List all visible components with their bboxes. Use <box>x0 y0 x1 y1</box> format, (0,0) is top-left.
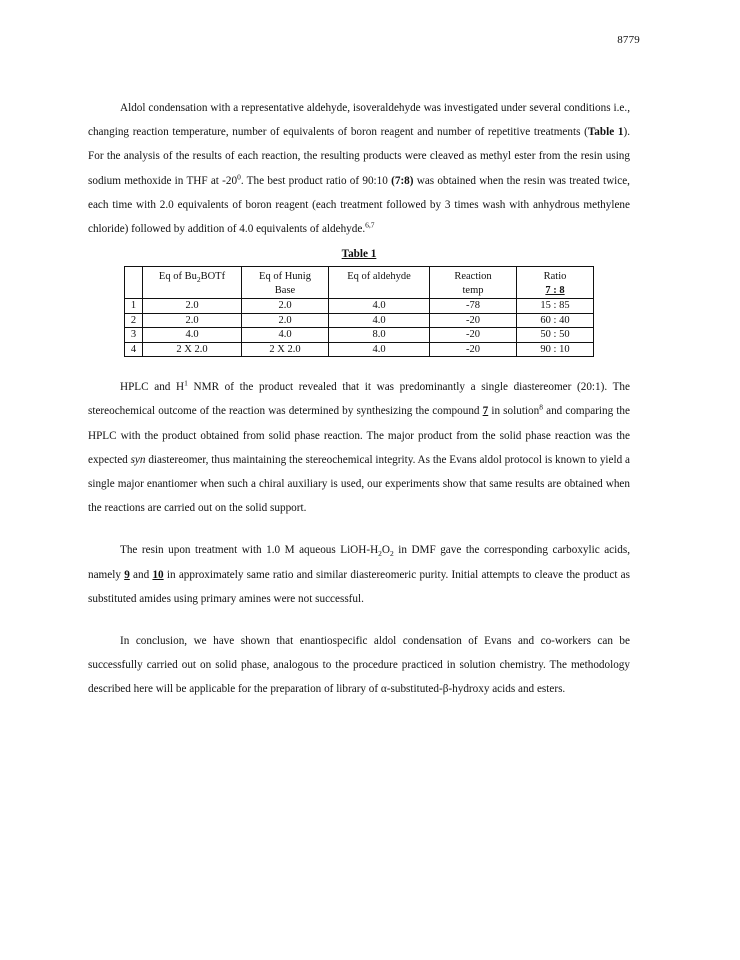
nmr-superscript: 1 <box>184 378 188 388</box>
compound-10-reference: 10 <box>152 568 164 581</box>
p3-text-d: and <box>129 568 153 581</box>
compound-9-reference: 9 <box>124 568 130 581</box>
p1-text-d: . The best product ratio of 90:10 <box>240 174 392 187</box>
header-boron-text2: BOTf <box>200 271 226 283</box>
cell-reaction-temp: -20 <box>430 342 517 357</box>
header-aldehyde-eq: Eq of aldehyde <box>329 267 430 299</box>
p2-text-b: NMR of the product revealed that it was predominantly a single diastereomer (20:1). The stereochemical outcome of the reaction was determined by synthesizing the compound <box>88 381 630 418</box>
compound-7-reference: 7 <box>482 405 489 418</box>
cell-hunig-eq: 2.0 <box>242 313 329 328</box>
p1-text-c: ). For the analysis of the results of each reaction, the resulting products were cleaved as methyl ester from the resin using sodium methoxide in THF at -20 <box>88 126 630 187</box>
header-boron-text: Eq of Bu <box>158 271 197 283</box>
cell-reaction-temp: -78 <box>430 299 517 314</box>
ratio-compound-reference: (7:8) <box>391 174 414 187</box>
paragraph-conclusion: In conclusion, we have shown that enantiospecific aldol condensation of Evans and co-workers can be successfully carried out on solid phase, analogous to the procedure practiced in solution chemistry. The methodology described here will be applicable for the preparation of library of α-substituted-β-hydroxy acids and esters. <box>88 635 630 696</box>
cell-boron-eq: 2 X 2.0 <box>143 342 242 357</box>
header-temp-line2: temp <box>462 284 484 296</box>
header-boron-eq <box>143 267 242 299</box>
p2-text-g: diastereomer, thus maintaining the stereochemical integrity. As the Evans aldol protocol is known to yield a single major enantiomer when such a chiral auxiliary is used, our experiments show that same results are obtained when the reactions are carried out on the solid support. <box>88 453 630 515</box>
cell-ratio: 60 : 40 <box>517 313 594 328</box>
paragraph-lioh-treatment <box>88 538 630 611</box>
document-body <box>88 96 630 702</box>
cell-reaction-temp: -20 <box>430 313 517 328</box>
cell-ratio: 90 : 10 <box>517 342 594 357</box>
p1-text-a: Aldol condensation with a representative aldehyde, isoveraldehyde was investigated under several conditions i.e., changing reaction temperature, number of equivalents of boron reagent and number of repetitive treatments ( <box>88 102 630 139</box>
row-index: 2 <box>125 313 143 328</box>
table-title: Table 1 <box>341 248 377 261</box>
header-temp-line1: Reaction <box>454 271 492 283</box>
cell-boron-eq: 4.0 <box>143 328 242 343</box>
header-ratio-line1: Ratio <box>543 271 567 283</box>
header-hunig-line2: Base <box>274 284 296 296</box>
header-hunig-eq <box>242 267 329 299</box>
table-row <box>125 328 594 343</box>
header-ratio-line2: 7 : 8 <box>545 284 565 296</box>
p3-text-f: in approximately same ratio and similar diastereomeric purity. Initial attempts to cleave the product as substituted amides using primary amines were not successful. <box>88 568 631 605</box>
cell-boron-eq: 2.0 <box>143 313 242 328</box>
h2-subscript: 2 <box>378 549 382 559</box>
p3-text-b: in DMF gave the corresponding carboxylic acids, namely <box>88 544 630 581</box>
p1-text-f: was obtained when the resin was treated twice, each time with 2.0 equivalents of boron reagent (each treatment followed by 3 times wash with anhydrous methylene chloride) followed by addition of 4.0 equivalents of aldehyde. <box>88 174 630 236</box>
paragraph-aldol-conditions <box>88 96 630 241</box>
p2-text-e: and comparing the HPLC with the product obtained from solid phase reaction. The major product from the solid phase reaction was the expected <box>88 405 630 466</box>
header-boron-sub: 2 <box>196 275 201 285</box>
table-header-row <box>125 267 594 299</box>
results-table <box>124 266 594 357</box>
cell-reaction-temp: -20 <box>430 328 517 343</box>
p2-text-d: in solution <box>488 405 540 418</box>
p3-text-a: The resin upon treatment with 1.0 M aqueous LiOH-H <box>120 544 379 557</box>
cell-hunig-eq: 2.0 <box>242 299 329 314</box>
o2-subscript: 2 <box>390 549 394 559</box>
syn-italic: syn <box>130 453 146 466</box>
cell-ratio: 15 : 85 <box>517 299 594 314</box>
degree-superscript: 0 <box>237 171 241 181</box>
page-number: 8779 <box>617 34 640 46</box>
row-index: 4 <box>125 342 143 357</box>
cell-aldehyde-eq: 4.0 <box>329 313 430 328</box>
header-ratio <box>517 267 594 299</box>
table-reference: Table 1 <box>587 126 624 139</box>
table-row <box>125 313 594 328</box>
table-row <box>125 342 594 357</box>
citation-superscript: 8 <box>539 402 543 412</box>
cell-ratio: 50 : 50 <box>517 328 594 343</box>
paragraph-hplc-nmr <box>88 375 630 520</box>
row-index: 3 <box>125 328 143 343</box>
table-row <box>125 299 594 314</box>
p2-text-a: HPLC and H <box>120 381 185 394</box>
cell-aldehyde-eq: 4.0 <box>329 342 430 357</box>
citation-superscript: 6,7 <box>365 220 375 230</box>
cell-boron-eq: 2.0 <box>143 299 242 314</box>
cell-hunig-eq: 2 X 2.0 <box>242 342 329 357</box>
cell-aldehyde-eq: 8.0 <box>329 328 430 343</box>
header-hunig-line1: Eq of Hunig <box>259 271 311 283</box>
row-index: 1 <box>125 299 143 314</box>
header-index <box>125 267 143 299</box>
cell-hunig-eq: 4.0 <box>242 328 329 343</box>
header-reaction-temp <box>430 267 517 299</box>
cell-aldehyde-eq: 4.0 <box>329 299 430 314</box>
p3-text-a2: O <box>381 544 390 557</box>
